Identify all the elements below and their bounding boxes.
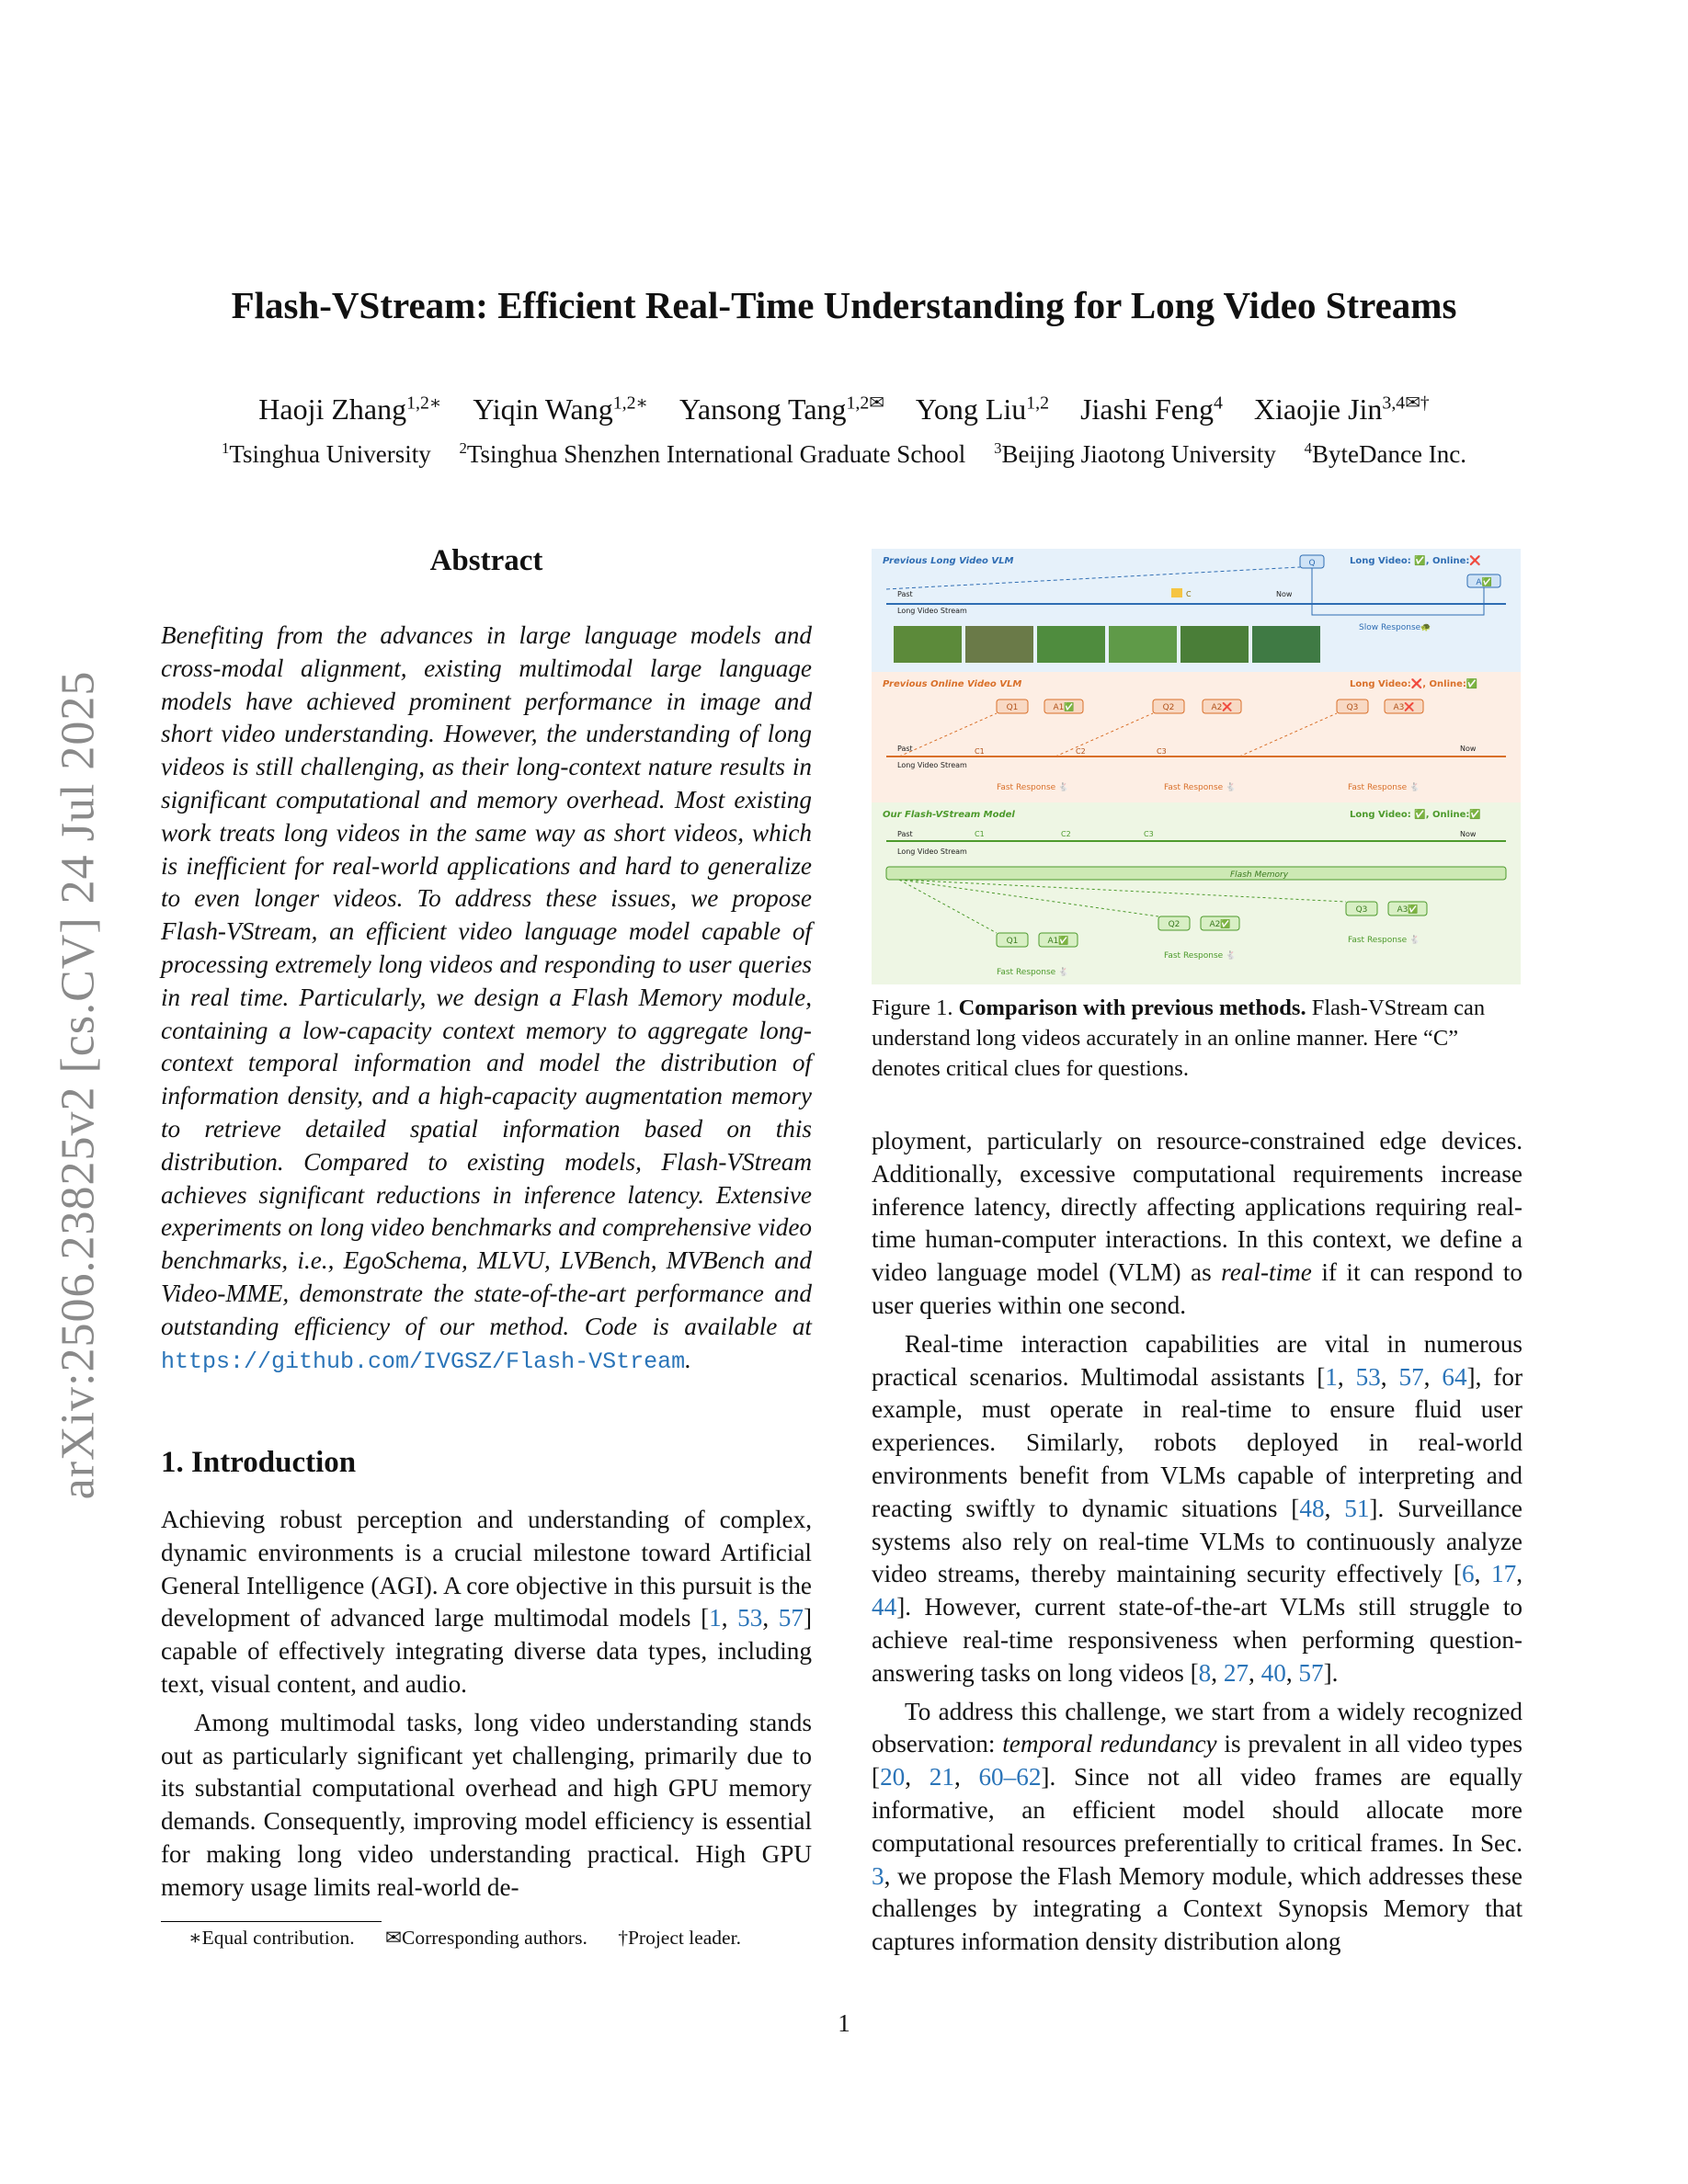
video-frame xyxy=(1252,626,1320,663)
arxiv-stamp xyxy=(18,616,138,1553)
author: Haoji Zhang$^{1,2∗}$ xyxy=(258,392,442,426)
citation-link[interactable]: 1 xyxy=(1325,1362,1338,1391)
clue-label: C1 xyxy=(975,830,985,838)
affiliation: $^2$Tsinghua Shenzhen International Graduate School xyxy=(459,439,966,468)
video-frame xyxy=(1180,626,1249,663)
citation-link[interactable]: 53 xyxy=(1355,1362,1381,1391)
answer-label: A✅ xyxy=(1476,578,1492,587)
caption-bold: Comparison with previous methods. xyxy=(958,995,1306,1020)
answer-label: A3❌ xyxy=(1393,703,1415,712)
answer-label: A2✅ xyxy=(1209,920,1231,929)
section-link[interactable]: 3 xyxy=(872,1861,884,1890)
panel-title: Our Flash-VStream Model xyxy=(883,810,1015,820)
author: Xiaojie Jin$^{3,4✉\dagger}$ xyxy=(1253,392,1430,426)
answer-label: A1✅ xyxy=(1047,937,1069,946)
question-label: Q2 xyxy=(1162,703,1175,712)
now-label: Now xyxy=(1460,830,1477,838)
past-label: Past xyxy=(897,590,913,598)
past-label: Past xyxy=(897,745,913,753)
past-label: Past xyxy=(897,830,913,838)
citation-link[interactable]: 64 xyxy=(1442,1362,1467,1391)
clue-label: C2 xyxy=(1076,747,1086,756)
author: Yiqin Wang$^{1,2∗}$ xyxy=(473,392,649,426)
paragraph: Achieving robust perception and understanding of complex, dynamic environments is a crucial milestone toward Artificial General Intelligence (AGI). A core objective in this pursuit is the development of advanced large multimodal models [1, 53, 57] capable of effectively integrating diverse data types, including text, visual content, and audio. xyxy=(161,1506,812,1698)
answer-label: A3✅ xyxy=(1397,905,1419,915)
author: Yansong Tang$^{1,2✉}$ xyxy=(679,392,884,426)
page-number: 1 xyxy=(838,2009,850,2037)
affiliation: $^4$ByteDance Inc. xyxy=(1304,439,1466,468)
citation-link[interactable]: 21 xyxy=(929,1763,954,1792)
panel-title: Previous Online Video VLM xyxy=(883,679,1022,689)
footnotes xyxy=(188,1927,767,1950)
now-label: Now xyxy=(1460,745,1477,753)
figure-1 xyxy=(872,549,1521,984)
clue-label: C xyxy=(1186,590,1192,598)
panel-status: Long Video: ✅, Online:✅ xyxy=(1350,810,1481,820)
stream-label: Long Video Stream xyxy=(897,761,967,769)
flash-memory-bar xyxy=(886,867,1506,880)
caption-text: Flash-VStream can understand long videos accurately in an online manner. Here “C” denotes critical clues for questions. xyxy=(872,995,1486,1081)
figure-1-caption xyxy=(872,993,1523,1084)
citation-link[interactable]: 57 xyxy=(1398,1362,1424,1391)
paper-title: Flash-VStream: Efficient Real-Time Understanding for Long Video Streams xyxy=(231,284,1457,326)
footnote-leader: †Project leader. xyxy=(618,1927,741,1949)
citation-link[interactable]: 57 xyxy=(778,1604,804,1632)
paragraph: Among multimodal tasks, long video understanding stands out as particularly significant yet challenging, primarily due to its substantial computational overhead and high GPU memory demands. Consequently, improving model efficiency is essential for making long video understanding practical. High GPU memory usage limits real-world de- xyxy=(161,1708,812,1901)
citation-link[interactable]: 60–62 xyxy=(978,1763,1042,1792)
clue-label: C1 xyxy=(975,747,985,756)
footnote-equal: ∗Equal contribution. xyxy=(188,1927,355,1949)
answer-label: A1✅ xyxy=(1053,703,1075,712)
author: Yong Liu$^{1,2}$ xyxy=(915,392,1050,426)
section-heading-introduction: 1. Introduction xyxy=(161,1446,357,1479)
author-list xyxy=(0,392,1688,427)
response-label: Fast Response 🐇 xyxy=(1164,783,1237,792)
arxiv-id: arXiv:2506.23825v2 [cs.CV] 24 Jul 2025 xyxy=(51,670,105,1499)
stream-label: Long Video Stream xyxy=(897,607,967,615)
response-label: Fast Response 🐇 xyxy=(1164,951,1237,961)
citation-link[interactable]: 51 xyxy=(1344,1494,1370,1522)
right-column-body xyxy=(872,1125,1523,1959)
response-label: Slow Response🐢 xyxy=(1359,623,1431,632)
video-frame xyxy=(1109,626,1177,663)
stream-label: Long Video Stream xyxy=(897,847,967,856)
now-label: Now xyxy=(1276,590,1293,598)
response-label: Fast Response 🐇 xyxy=(1348,783,1420,792)
citation-link[interactable]: 17 xyxy=(1491,1560,1517,1588)
citation-link[interactable]: 40 xyxy=(1260,1658,1286,1687)
citation-link[interactable]: 20 xyxy=(880,1763,906,1792)
clue-label: C3 xyxy=(1144,830,1154,838)
code-link[interactable]: https://github.com/IVGSZ/Flash-VStream xyxy=(161,1348,686,1375)
question-label: Q2 xyxy=(1168,920,1180,929)
affiliation: $^3$Beijing Jiaotong University xyxy=(994,439,1276,468)
paragraph: ployment, particularly on resource-constrained edge devices. Additionally, excessive computational requirements increase inference latency, directly affecting applications requiring real-time human-computer interactions. In this context, we define a video language model (VLM) as real-time if it can respond to user queries within one second. xyxy=(872,1127,1523,1319)
affiliation: $^1$Tsinghua University xyxy=(222,439,431,468)
panel-status: Long Video: ✅, Online:❌ xyxy=(1350,556,1481,566)
caption-label: Figure 1. xyxy=(872,995,953,1020)
video-frame xyxy=(894,626,962,663)
video-frame xyxy=(1037,626,1105,663)
paragraph: To address this challenge, we start from a widely recognized observation: temporal redundancy is prevalent in all video types [20, 21, 60–62]. Since not all video frames are equally informative, an efficient model should allocate more computational resources preferentially to critical frames. In Sec. 3, we propose the Flash Memory module, which addresses these challenges by integrating a Context Synopsis Memory that captures information density distribution along xyxy=(872,1697,1523,1956)
affiliation-list xyxy=(0,439,1688,469)
question-label: Q3 xyxy=(1355,905,1368,915)
citation-link[interactable]: 57 xyxy=(1298,1658,1324,1687)
citation-link[interactable]: 27 xyxy=(1223,1658,1249,1687)
footnote-rule xyxy=(161,1921,382,1922)
response-label: Fast Response 🐇 xyxy=(997,968,1069,977)
citation-link[interactable]: 48 xyxy=(1299,1494,1325,1522)
figure-1-diagram xyxy=(872,549,1521,984)
citation-link[interactable]: 8 xyxy=(1198,1658,1212,1687)
abstract-text: Benefiting from the advances in large language models and cross-modal alignment, existing multimodal large language models have achieved prominent performance in image and short video understanding. However, the understanding of long videos is still challenging, as their long-context nature results in significant computational and memory overhead. Most existing work treats long videos in the same way as short videos, which is inefficient for real-world applications and hard to generalize to even longer videos. To address these issues, we propose Flash-VStream, an efficient video language model capable of processing extremely long videos and responding to user queries in real time. Particularly, we design a Flash Memory module, containing a low-capacity context memory to aggregate long-context temporal information and model the distribution of information density, and a high-capacity augmentation memory to retrieve detailed spatial information based on this distribution. Compared to existing models, Flash-VStream achieves significant reductions in inference latency. Extensive experiments on long video benchmarks and comprehensive video benchmarks, i.e., EgoSchema, MLVU, LVBench, MVBench and Video-MME, demonstrate the state-of-the-art performance and outstanding efficiency of our method. Code is available at xyxy=(161,621,812,1340)
panel-title: Previous Long Video VLM xyxy=(883,556,1014,566)
citation-link[interactable]: 6 xyxy=(1462,1560,1475,1588)
citation-link[interactable]: 44 xyxy=(872,1593,897,1621)
response-label: Fast Response 🐇 xyxy=(1348,936,1420,945)
answer-label: A2❌ xyxy=(1211,703,1233,712)
question-label: Q xyxy=(1308,559,1316,568)
clue-label: C3 xyxy=(1157,747,1167,756)
response-label: Fast Response 🐇 xyxy=(997,783,1069,792)
panel-status: Long Video:❌, Online:✅ xyxy=(1350,679,1478,689)
question-label: Q3 xyxy=(1346,703,1359,712)
question-label: Q1 xyxy=(1006,937,1019,946)
abstract-heading: Abstract xyxy=(429,544,543,577)
clue-marker xyxy=(1171,588,1182,597)
author: Jiashi Feng$^4$ xyxy=(1080,392,1223,426)
footnote-corresponding: ✉Corresponding authors. xyxy=(384,1927,587,1949)
abstract-body: Benefiting from the advances in large language models and cross-modal alignment, existing multimodal large language models have achieved prominent performance in image and short video understanding. However, the understanding of long videos is still challenging, as their long-context nature results in significant computational and memory overhead. Most existing work treats long videos in the same way as short videos, which is inefficient for real-world applications and hard to generalize to even longer videos. To address these issues, we propose Flash-VStream, an efficient video language model capable of processing extremely long videos and responding to user queries in real time. Particularly, we design a Flash Memory module, containing a low-capacity context memory to aggregate long-context temporal information and model the distribution of information density, and a high-capacity augmentation memory to retrieve detailed spatial information based on this distribution. Compared to existing models, Flash-VStream achieves significant reductions in inference latency. Extensive experiments on long video benchmarks and comprehensive video benchmarks, i.e., EgoSchema, MLVU, LVBench, MVBench and Video-MME, demonstrate the state-of-the-art performance and outstanding efficiency of our method. Code is available at https://github.com/IVGSZ/Flash-VStream. xyxy=(161,621,812,1375)
memory-label: Flash Memory xyxy=(1230,870,1289,880)
citation-link[interactable]: 1 xyxy=(709,1604,722,1632)
paragraph: Real-time interaction capabilities are vital in numerous practical scenarios. Multimodal assistants [1, 53, 57, 64], for example, must operate in real-time to ensure fluid user experiences. Similarly, robots deployed in real-world environments benefit from VLMs capable of interpreting and reacting swiftly to dynamic situations [48, 51]. Surveillance systems also rely on real-time VLMs to continuously analyze video streams, thereby maintaining security effectively [6, 17, 44]. However, current state-of-the-art VLMs still struggle to achieve real-time responsiveness when performing question-answering tasks on long videos [8, 27, 40, 57]. xyxy=(872,1329,1523,1687)
citation-link[interactable]: 53 xyxy=(737,1604,763,1632)
introduction-body xyxy=(161,1504,812,1905)
clue-label: C2 xyxy=(1061,830,1071,838)
question-label: Q1 xyxy=(1006,703,1019,712)
video-frame xyxy=(965,626,1033,663)
